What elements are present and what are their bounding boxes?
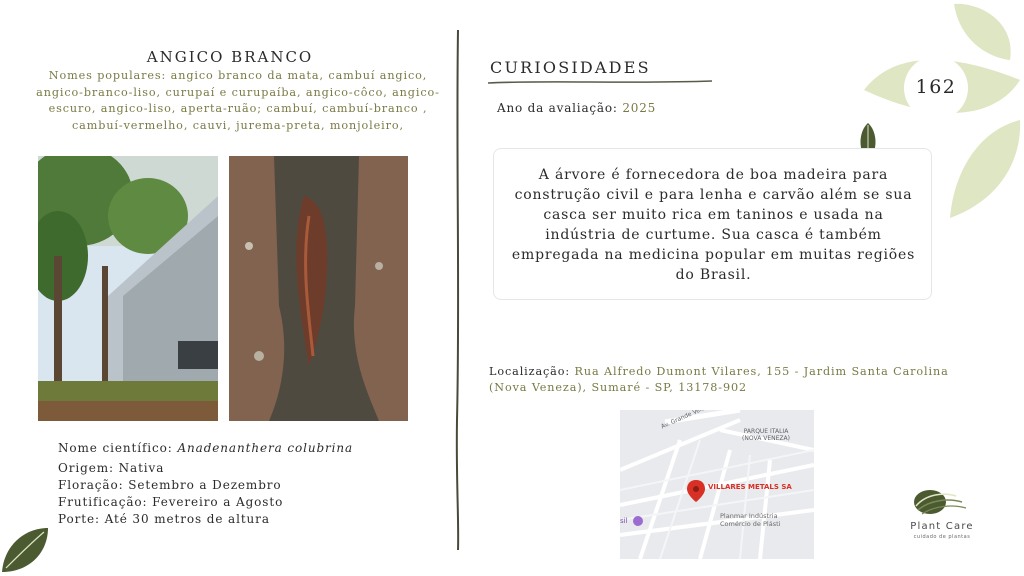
logo-name: Plant Care bbox=[910, 521, 974, 532]
location-address: Rua Alfredo Dumont Vilares, 155 - Jardim Santa Carolina (Nova Veneza), Sumaré - SP, 13178-902 bbox=[489, 365, 949, 394]
origin: Origem: Nativa bbox=[58, 461, 165, 475]
location-map[interactable] bbox=[620, 410, 814, 559]
evaluation-year-value: 2025 bbox=[622, 101, 657, 115]
title-underline bbox=[488, 78, 712, 86]
logo-tagline: cuidado de plantas bbox=[913, 534, 971, 540]
size: Porte: Até 30 metros de altura bbox=[58, 512, 270, 526]
tree-photo bbox=[38, 156, 218, 421]
plant-title: ANGICO BRANCO bbox=[146, 48, 314, 66]
evaluation-year-label: Ano da avaliação: bbox=[497, 101, 623, 115]
flowering: Floração: Setembro a Dezembro bbox=[58, 478, 282, 492]
curiosity-card bbox=[493, 148, 932, 300]
evaluation-year bbox=[497, 101, 656, 115]
leaf-shape-bottom bbox=[950, 120, 1020, 218]
map-edge-label: sil bbox=[620, 517, 628, 525]
scientific-name bbox=[58, 441, 353, 455]
curiosity-text: A árvore é fornecedora de boa madeira para construção civil e para lenha e carvão além se sua casca ser muito rica em taninos e usada na indústria de curtume. Sua casca é também empregada na medicina popular em muitas regiões do Brasil. bbox=[511, 167, 916, 283]
map-area-label: PARQUE ITALIA (NOVA VENEZA) bbox=[742, 428, 790, 442]
leaf-shape-top bbox=[954, 4, 1011, 60]
column-divider bbox=[450, 30, 466, 550]
location bbox=[489, 364, 979, 396]
fruiting: Frutificação: Fevereiro a Agosto bbox=[58, 495, 284, 509]
scientific-label: Nome científico: bbox=[58, 441, 178, 455]
scientific-value: Anadenanthera colubrina bbox=[177, 441, 354, 455]
location-label: Localização: bbox=[489, 365, 575, 378]
popular-names: Nomes populares: angico branco da mata, cambuí angico, angico-branco-liso, curupaí e curupaíba, angico-côco, angico-escuro, angico-liso, aperta-ruão; cambuí, cambuí-branco , cambuí-vermelho, cauvi, jurema-preta, monjoleiro, bbox=[36, 69, 440, 132]
bark-photo bbox=[229, 156, 408, 421]
curiosidades-title: CURIOSIDADES bbox=[490, 58, 651, 77]
page-number: 162 bbox=[915, 76, 957, 98]
map-business-label: Planmar Indústria Comércio de Plásti bbox=[720, 512, 781, 528]
map-place-label: VILLARES METALS SA bbox=[708, 483, 792, 491]
leaf-icon bbox=[0, 524, 52, 576]
